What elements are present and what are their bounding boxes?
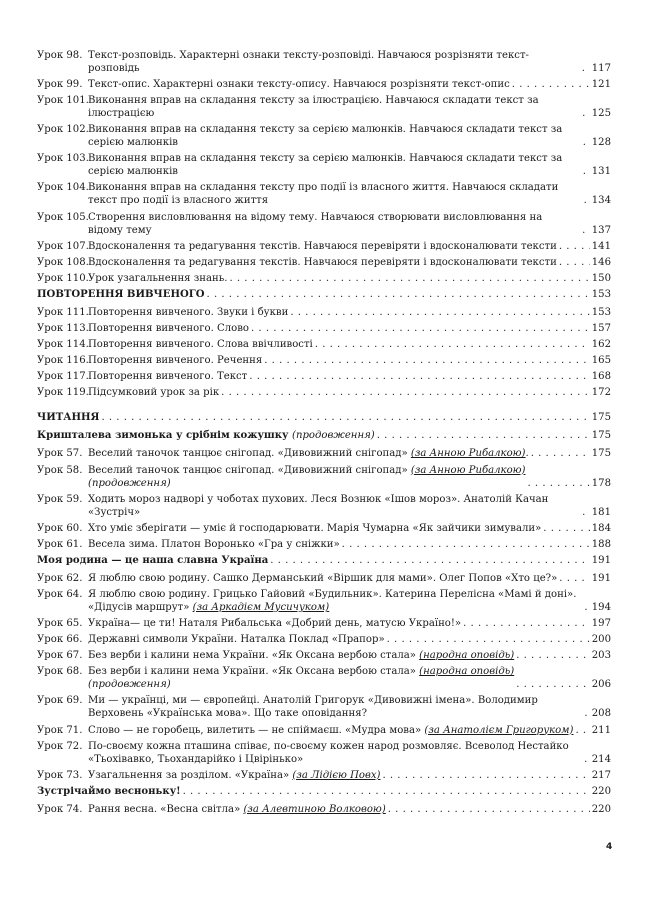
toc-entry [37,769,611,782]
author-note: (за Алевтиною Волковою) [243,803,386,815]
page-ref: 188 [591,538,611,550]
toc-entry [37,272,611,285]
page-ref: 121 [591,79,611,91]
lesson-label: Урок 62. [37,572,83,584]
page-ref: 217 [591,769,611,781]
lesson-text-wrap [88,538,340,551]
lesson-title: Повторення вивченого. Текст [88,371,248,383]
lesson-body [88,386,611,399]
lesson-body [88,665,611,691]
page-ref: 150 [591,272,611,284]
dot-leader [101,411,589,424]
toc-entry [37,464,611,490]
lesson-label: Урок 113. [37,323,89,335]
toc-entry [37,803,611,816]
lesson-label: Урок 61. [37,538,83,550]
lesson-body [88,633,611,646]
page-ref: 220 [591,785,611,797]
lesson-body [88,447,611,460]
toc-entry [37,386,611,399]
lesson-label: Урок 58. [37,464,83,476]
toc-entry [37,78,611,91]
page-ref: 194 [591,601,611,613]
page-ref: 191 [591,572,611,584]
dot-leader [377,429,590,442]
page-ref: 203 [591,650,611,662]
lesson-text-wrap [88,447,529,460]
lesson-text-wrap [88,588,582,614]
dot-leader [582,107,590,120]
lesson-text-wrap [88,240,557,253]
dot-leader [463,617,590,630]
dot-leader [559,256,590,269]
page-ref: 146 [591,256,611,268]
lesson-label: Урок 68. [37,666,83,678]
lesson-text-wrap [88,740,582,766]
section-title: ЧИТАННЯ [37,412,100,424]
toc-entry [37,665,611,691]
page-ref: 211 [591,724,611,736]
page-ref: 175 [591,430,611,442]
lesson-title: Без верби і калини нема України. «Як Оксана вербою стала» [88,666,416,678]
lesson-label: Урок 110. [37,272,89,284]
page-ref: 162 [591,339,611,351]
lesson-body [88,354,611,367]
lesson-label: Урок 102. [37,124,89,136]
toc-entry [37,617,611,630]
page-ref: 172 [591,387,611,399]
toc-entry [37,338,611,351]
lesson-body [88,588,611,614]
lesson-text-wrap [88,769,380,782]
page-ref: 200 [591,634,611,646]
page-ref: 184 [591,522,611,534]
author-note: (за Анатолієм Григоруком) [424,724,574,736]
lesson-body [88,493,611,519]
page-ref: 137 [591,224,611,236]
trailing-mark: . [525,448,529,460]
section-title: Зустрічаймо весноньку! [37,785,181,797]
lesson-title: Урок узагальнення знань. [88,272,228,284]
lesson-label: Урок 71. [37,724,83,736]
dot-leader [387,633,590,646]
lesson-body [88,78,611,91]
page-ref: 117 [591,63,611,74]
lesson-title: Узагальнення за розділом. «Україна» [88,769,290,781]
lesson-title: Вдосконалення та редагування текстів. Навчаюся перевіряти і вдосконалювати тексти [88,240,557,252]
lesson-text-wrap [88,665,514,691]
lesson-label: Урок 64. [37,588,83,600]
page-ref: 208 [591,708,611,720]
lesson-text-wrap [88,211,580,237]
toc-entry [37,649,611,662]
page-ref: 214 [591,753,611,765]
toc-entry [37,447,611,460]
lesson-title: Повторення вивченого. Слова ввічливості [88,339,313,351]
dot-leader [531,447,590,460]
lesson-title: Я люблю свою родину. Грицько Гайовий «Будильник». Катерина Перелісна «Мамі й доні». «Дідусів маршрут» [88,588,577,613]
author-note: (за Анною Рибалкою) [410,448,526,460]
lesson-title: Текст-опис. Характерні ознаки тексту-опису. Навчаюся розрізняти текст-опис [88,79,510,91]
lesson-title: Рання весна. «Весна світла» [88,803,241,815]
toc-entry [37,633,611,646]
lesson-text-wrap [88,617,461,630]
lesson-title: Вдосконалення та редагування текстів. Навчаюся перевіряти і вдосконалювати тексти [88,256,557,268]
lesson-title: Виконання вправ на складання тексту про події із власного життя. Навчаюся складати текст про події із власного життя [88,182,559,207]
page-ref: 206 [591,679,611,691]
lesson-body [88,694,611,720]
lesson-text-wrap [88,633,385,646]
lesson-label: Урок 98. [37,50,83,61]
lesson-title: Виконання вправ на складання тексту за серією малюнків. Навчаюся складати текст за серією малюнків [88,153,563,178]
dot-leader [270,554,589,567]
table-of-contents [37,49,611,819]
lesson-title: Повторення вивченого. Слово [88,323,249,335]
lesson-body [88,538,611,551]
lesson-text-wrap [88,386,219,399]
lesson-body [88,256,611,269]
lesson-label: Урок 59. [37,493,83,505]
lesson-text-wrap [88,256,557,269]
page-ref: 191 [591,554,611,566]
lesson-title: Повторення вивченого. Речення [88,355,263,367]
toc-entry [37,211,611,237]
lesson-body [88,649,611,662]
dot-leader [512,78,590,91]
dot-leader [584,707,589,720]
lesson-label: Урок 117. [37,371,89,383]
dot-leader [584,753,590,766]
lesson-body [88,181,611,207]
dot-leader [342,538,590,551]
page-ref: 181 [591,506,611,518]
dot-leader [559,240,590,253]
lesson-label: Урок 69. [37,695,83,707]
lesson-label: Урок 105. [37,211,89,223]
lesson-title: Без верби і калини нема України. «Як Оксана вербою стала» [88,650,416,662]
author-note: (за Анною Рибалкою) [410,464,526,476]
dot-leader [559,572,589,585]
dot-leader [207,288,590,301]
dot-leader [575,724,589,737]
lesson-title: Хто уміє зберігати — уміє й господарювати. Марія Чумарна «Як зайчики зимували» [88,522,542,534]
page-ref: 134 [591,195,611,207]
lesson-title: Підсумковий урок за рік [88,387,220,399]
lesson-body [88,740,611,766]
dot-leader [583,165,590,178]
lesson-label: Урок 111. [37,306,89,318]
dot-leader [290,306,589,319]
author-note: (народна оповідь) [419,666,515,678]
toc-entry [37,306,611,319]
lesson-text-wrap [88,123,581,149]
lesson-body [88,803,611,816]
lesson-title: Україна— це ти! Наталя Рибальська «Добрий день, матусю Україно!» [88,618,462,630]
dot-leader [584,601,589,614]
lesson-text-wrap [88,649,514,662]
lesson-label: Урок 116. [37,355,89,367]
lesson-title: Виконання вправ на складання тексту за серією малюнків. Навчаюся складати текст за серією малюнків [88,124,563,149]
page-ref: 141 [591,240,611,252]
toc-entry [37,240,611,253]
lesson-label: Урок 103. [37,153,89,165]
dot-leader [516,649,590,662]
lesson-label: Урок 104. [37,182,89,194]
lesson-body [88,572,611,585]
lesson-text-wrap [88,49,580,75]
section-note: (продовження) [292,430,375,442]
toc-entry [37,181,611,207]
lesson-body [88,370,611,383]
lesson-text-wrap [88,493,580,519]
lesson-body [88,322,611,335]
lesson-label: Урок 67. [37,650,83,662]
lesson-title: Створення висловлювання на відому тему. Навчаюся створювати висловлювання на відому тему [88,211,543,236]
lesson-body [88,94,611,120]
toc-section-heading [37,429,611,442]
dot-leader [229,272,589,285]
lesson-label: Урок 73. [37,769,83,781]
author-note: (за Аркадієм Мусичуком) [192,601,330,613]
page-ref: 153 [591,288,611,300]
dot-leader [251,322,590,335]
lesson-title: Виконання вправ на складання тексту за ілюстрацією. Навчаюся складати текст за ілюстрацією [88,95,539,120]
page-ref: 125 [591,108,611,120]
lesson-title: Текст-розповідь. Характерні ознаки тексту-розповіді. Навчаюся розрізняти текст-розповідь [88,50,529,74]
page-ref: 175 [591,448,611,460]
dot-leader [582,224,590,237]
section-title: ПОВТОРЕННЯ ВИВЧЕНОГО [37,288,205,300]
lesson-title: Веселий таночок танцює снігопад. «Дивовижний снігопад» [88,464,408,476]
lesson-text-wrap [88,464,526,490]
page-ref: 175 [591,412,611,424]
toc-entry [37,572,611,585]
dot-leader [388,803,590,816]
lesson-text-wrap [88,94,580,120]
dot-leader [382,769,589,782]
page-ref: 178 [591,477,611,489]
lesson-body [88,522,611,535]
page-ref: 165 [591,355,611,367]
toc-entry [37,522,611,535]
lesson-title: Весела зима. Платон Воронько «Гра у сніжки» [88,538,340,550]
dot-leader [315,338,590,351]
lesson-text-wrap [88,803,386,816]
section-title: Моя родина — це наша славна Україна [37,554,269,566]
toc-section-heading [37,554,611,567]
lesson-title: Ходить мороз надворі у чоботах пухових. Леся Вознюк «Ішов мороз». Анатолій Качан «Зустріч» [88,493,549,518]
lesson-label: Урок 101. [37,95,89,107]
lesson-label: Урок 66. [37,634,83,646]
toc-entry [37,49,611,75]
lesson-title: Державні символи України. Наталка Поклад «Прапор» [88,634,385,646]
toc-entry [37,538,611,551]
page-number: 4 [606,842,613,852]
page-ref: 131 [591,166,611,178]
lesson-title: Ми — українці, ми — європейці. Анатолій Григорук «Дивовижні імена». Володимир Верховень «Українська мова». Що таке оповідання? [88,695,538,720]
lesson-text-wrap [88,181,582,207]
lesson-label: Урок 99. [37,79,83,91]
page-ref: 168 [591,371,611,383]
lesson-label: Урок 57. [37,448,83,460]
dot-leader [221,386,590,399]
toc-entry [37,694,611,720]
lesson-body [88,617,611,630]
toc-entry [37,322,611,335]
lesson-body [88,49,611,75]
lesson-label: Урок 119. [37,387,89,399]
lesson-label: Урок 107. [37,240,89,252]
lesson-title: Слово — не горобець, вилетить — не спіймаєш. «Мудра мова» [88,724,422,736]
dot-leader [528,477,590,490]
lesson-body [88,123,611,149]
toc-entry [37,152,611,178]
toc-entry [37,740,611,766]
lesson-title: По-своєму кожна пташина співає, по-своєму кожен народ розмовляє. Всеволод Нестайко «Тьохівавко, Тьохандарійко і Цвірінько» [88,740,569,765]
dot-leader [183,785,590,798]
lesson-label: Урок 72. [37,740,83,752]
dot-leader [583,136,590,149]
lesson-body [88,272,611,285]
lesson-text-wrap [88,522,541,535]
continuation-note: (продовження) [88,679,171,691]
lesson-text-wrap [88,306,288,319]
toc-entry [37,724,611,737]
dot-leader [516,678,590,691]
lesson-body [88,152,611,178]
lesson-title: Я люблю свою родину. Сашко Дерманський «Віршик для мами». Олег Попов «Хто це?» [88,572,558,584]
toc-section-heading [37,288,611,301]
lesson-label: Урок 108. [37,256,89,268]
toc-entry [37,256,611,269]
lesson-text-wrap [88,572,557,585]
toc-entry [37,123,611,149]
section-title: Кришталева зимонька у срібнім кожушку (продовження) [37,430,375,442]
page-ref: 157 [591,323,611,335]
toc-entry [37,94,611,120]
lesson-text-wrap [88,724,573,737]
page-ref: 220 [591,803,611,815]
lesson-label: Урок 114. [37,339,89,351]
dot-leader [582,62,590,75]
dot-leader [543,522,589,535]
dot-leader [584,194,590,207]
lesson-body [88,464,611,490]
lesson-body [88,306,611,319]
lesson-text-wrap [88,322,249,335]
lesson-label: Урок 74. [37,803,83,815]
toc-section-heading [37,411,611,424]
lesson-text-wrap [88,370,247,383]
page-ref: 128 [591,137,611,149]
dot-leader [582,506,590,519]
page-ref: 197 [591,618,611,630]
lesson-text-wrap [88,272,227,285]
lesson-body [88,211,611,237]
dot-leader [249,370,589,383]
lesson-text-wrap [88,354,262,367]
lesson-body [88,769,611,782]
lesson-text-wrap [88,152,581,178]
dot-leader [264,354,589,367]
lesson-body [88,240,611,253]
toc-entry [37,588,611,614]
author-note: (народна оповідь) [419,650,515,662]
lesson-text-wrap [88,694,582,720]
toc-entry [37,370,611,383]
toc-section-heading [37,785,611,798]
continuation-note: (продовження) [88,477,171,489]
page-ref: 153 [591,306,611,318]
toc-entry [37,354,611,367]
lesson-label: Урок 60. [37,522,83,534]
author-note: (за Лідією Повх) [292,769,381,781]
lesson-body [88,338,611,351]
lesson-title: Веселий таночок танцює снігопад. «Дивовижний снігопад» [88,448,408,460]
lesson-label: Урок 65. [37,618,83,630]
lesson-text-wrap [88,78,510,91]
toc-entry [37,493,611,519]
lesson-text-wrap [88,338,313,351]
lesson-body [88,724,611,737]
lesson-title: Повторення вивченого. Звуки і букви [88,306,289,318]
